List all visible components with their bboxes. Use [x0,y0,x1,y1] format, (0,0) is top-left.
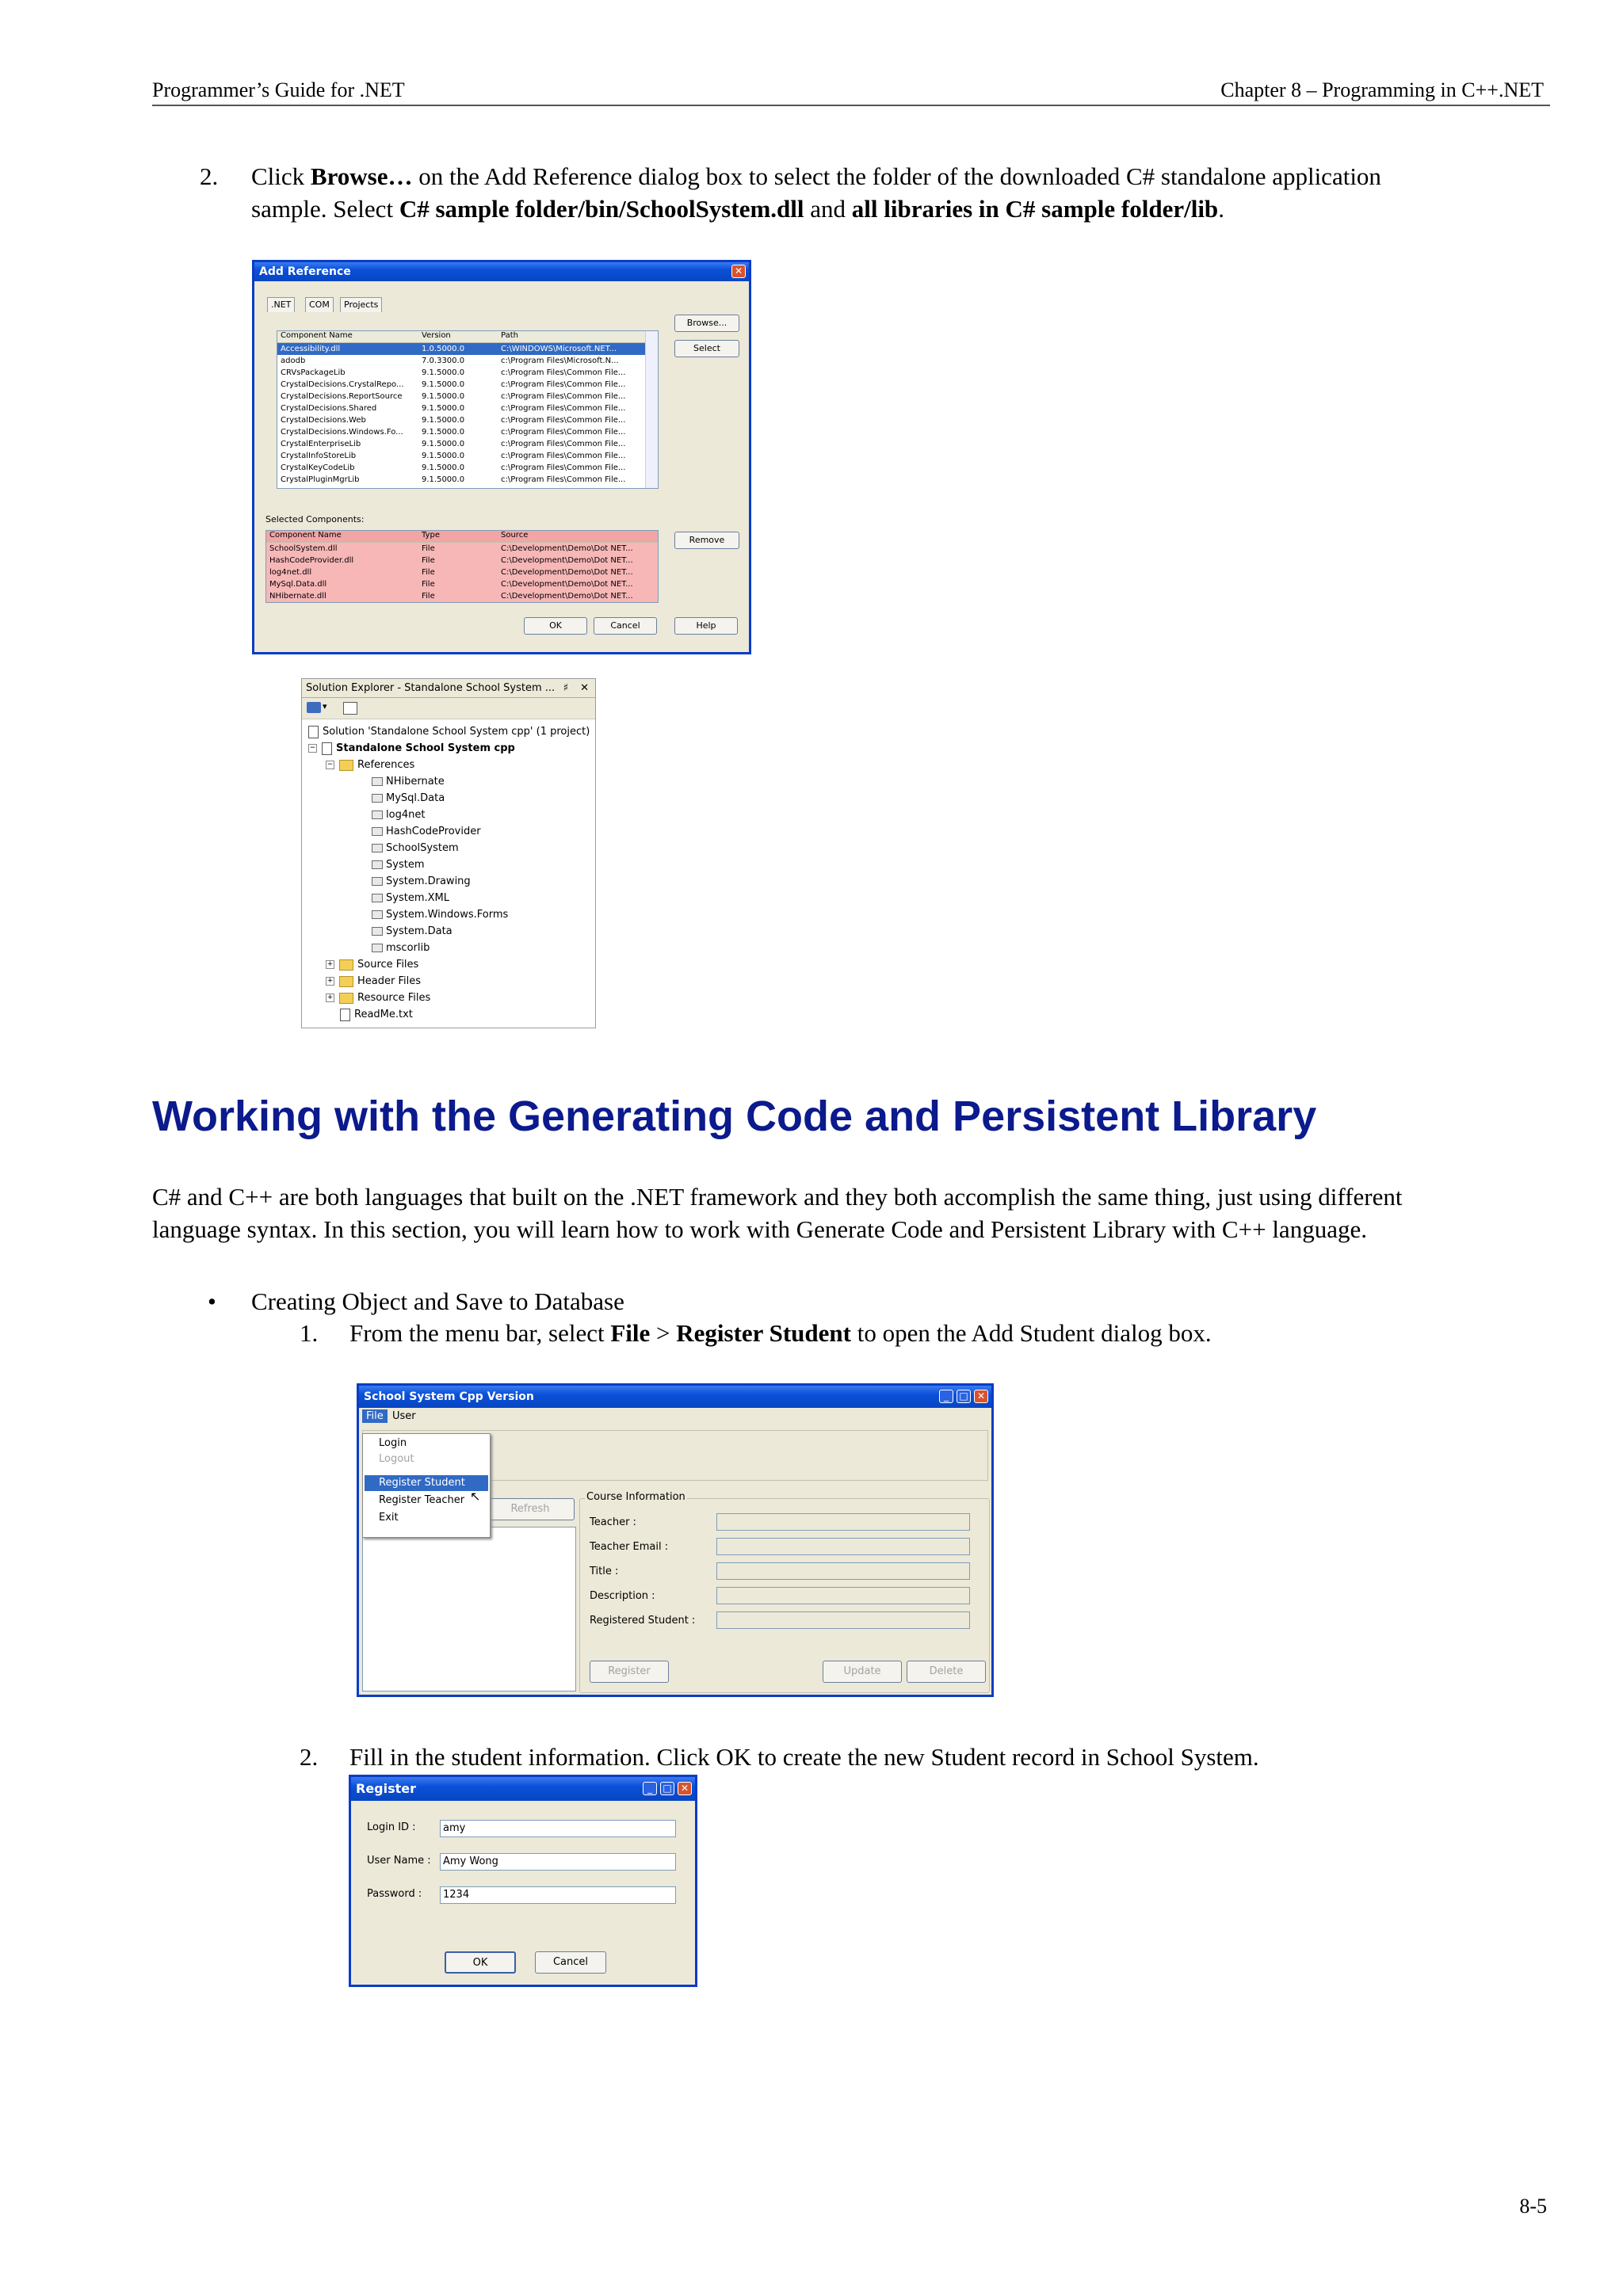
component-cell: 1.0.5000.0 [422,345,465,353]
component-cell: CrystalInfoStoreLib [281,452,357,460]
menu-item-register-student[interactable]: Register Student [365,1475,488,1491]
help-button[interactable]: Help [674,617,738,635]
tree-reference-item[interactable] [372,923,453,940]
section-heading: Working with the Generating Code and Persistent Library [152,1093,1317,1140]
tree-project-label: Standalone School System cpp [336,742,515,754]
tree-folder-label: Header Files [357,975,421,987]
solution-explorer [301,678,596,1028]
step1-text: From the menu bar, select File > Register Student to open the Add Student dialog box. [349,1319,1212,1347]
component-row[interactable] [277,379,658,391]
selected-component-cell: C:\Development\Demo\Dot NET... [501,544,633,553]
refresh-button[interactable]: Refresh [486,1498,575,1520]
school-system-window [357,1383,994,1697]
folder-icon [339,959,353,971]
step1-number: 1. [300,1319,319,1347]
selected-component-cell: C:\Development\Demo\Dot NET... [501,568,633,577]
course-information-label: Course Information [586,1491,685,1503]
show-all-files-icon[interactable] [343,702,357,715]
component-cell: c:\Program Files\Common File... [501,416,626,425]
register-field-label: Login ID : [367,1821,416,1833]
component-row[interactable] [277,343,658,355]
component-row[interactable] [277,450,658,462]
header-right: Chapter 8 – Programming in C++.NET [1220,78,1544,101]
expand-toggle-icon[interactable]: + [327,994,334,1001]
selected-component-cell: C:\Development\Demo\Dot NET... [501,556,633,565]
selected-component-cell: File [422,580,435,589]
tree-solution-label: Solution 'Standalone School System cpp' (1 project) [323,726,590,738]
component-cell: C:\WINDOWS\Microsoft.NET... [501,345,617,353]
menu-item-exit[interactable]: Exit [379,1512,399,1524]
menu-item-login[interactable]: Login [379,1437,407,1449]
tree-reference-item-label: System [386,859,425,871]
tree-reference-item[interactable] [372,790,445,807]
component-cell: 9.1.5000.0 [422,463,465,472]
course-field-label: Title : [590,1566,619,1577]
component-row[interactable] [277,462,658,474]
component-row[interactable] [277,367,658,379]
component-cell: 9.1.5000.0 [422,380,465,389]
select-button[interactable]: Select [674,340,739,357]
register-cancel-button[interactable]: Cancel [535,1951,606,1974]
add-reference-titlebar: Add Reference [254,262,749,281]
selected-component-cell: File [422,556,435,565]
component-row[interactable] [277,402,658,414]
pin-icon[interactable]: ♯ [563,682,568,694]
selected-component-row[interactable] [266,578,658,590]
component-cell: c:\Program Files\Common File... [501,404,626,413]
component-row[interactable] [277,474,658,486]
step-number: 2. [200,162,219,190]
expand-toggle-icon[interactable]: + [327,960,334,968]
selected-list-header [266,531,658,543]
close-icon[interactable]: ✕ [974,1390,988,1403]
register-field-label: Password : [367,1888,422,1900]
page-number: 8-5 [1519,2195,1547,2218]
component-list[interactable] [277,330,659,489]
course-field-input[interactable] [716,1538,970,1555]
component-cell: 9.1.5000.0 [422,475,465,484]
component-cell: CrystalPluginMgrLib [281,475,360,484]
reference-icon [372,844,383,852]
component-row[interactable] [277,414,658,426]
selected-component-row[interactable] [266,590,658,602]
component-cell: c:\Program Files\Common File... [501,392,626,401]
selected-components-list[interactable] [265,530,659,603]
step2-number: 2. [300,1743,319,1771]
component-cell: 9.1.5000.0 [422,404,465,413]
delete-button[interactable]: Delete [907,1661,986,1683]
tree-reference-item[interactable] [372,773,445,790]
tab-net[interactable]: .NET [267,297,295,312]
register-window [349,1775,697,1987]
course-field-input[interactable] [716,1513,970,1531]
tree-references[interactable] [326,757,414,773]
ok-button[interactable]: OK [524,617,587,635]
tree-reference-item[interactable] [372,873,471,890]
component-cell: CrystalEnterpriseLib [281,440,361,448]
step2-fill-text: Fill in the student information. Click OK to create the new Student record in School System. [349,1743,1259,1771]
expand-toggle-icon[interactable]: + [327,977,334,985]
tree-readme[interactable] [340,1006,413,1023]
tree-reference-item[interactable] [372,807,425,823]
add-reference-dialog [252,260,751,654]
component-cell: CRVsPackageLib [281,368,346,377]
register-field-input[interactable]: Amy Wong [440,1853,676,1871]
component-cell: 7.0.3300.0 [422,357,465,365]
component-cell: 9.1.5000.0 [422,428,465,437]
component-cell: 9.1.5000.0 [422,368,465,377]
component-cell: c:\Program Files\Common File... [501,463,626,472]
component-cell: CrystalDecisions.ReportSource [281,392,403,401]
selected-component-row[interactable] [266,566,658,578]
selected-component-cell: HashCodeProvider.dll [269,556,354,565]
menu-item-register-teacher[interactable]: Register Teacher [379,1494,465,1506]
solution-toolbar [302,698,595,719]
tree-reference-item-label: SchoolSystem [386,842,459,854]
selected-component-cell: File [422,544,435,553]
section-paragraph: C# and C++ are both languages that built on the .NET framework and they both accomplish the same thing, just using different language syntax. In this section, you will learn how to work with Generate Code and Persistent Library with C++ language. [152,1183,1403,1243]
selected-component-cell: SchoolSystem.dll [269,544,338,553]
selected-component-cell: File [422,568,435,577]
course-list[interactable] [362,1527,576,1691]
course-field-input[interactable] [716,1611,970,1629]
component-cell: c:\Program Files\Common File... [501,452,626,460]
component-cell: 9.1.5000.0 [422,392,465,401]
component-cell: adodb [281,357,306,365]
tree-reference-item[interactable] [372,890,449,906]
tree-reference-item[interactable] [372,906,508,923]
remove-button[interactable]: Remove [674,532,739,549]
file-menu-dropdown [362,1433,491,1538]
minimize-icon[interactable]: _ [643,1782,657,1795]
solution-explorer-titlebar [302,679,595,698]
dropdown-arrow-icon[interactable]: ▾ [323,701,327,711]
register-ok-button[interactable]: OK [445,1951,516,1974]
tree-folder-label: Resource Files [357,992,431,1004]
component-cell: CrystalDecisions.Shared [281,404,377,413]
reference-icon [372,777,383,786]
component-cell: CrystalDecisions.Windows.Fo... [281,428,403,437]
close-icon[interactable]: ✕ [580,682,589,694]
menu-bar [359,1408,991,1425]
reference-icon [372,944,383,952]
solution-icon [308,726,319,738]
folder-icon [339,993,353,1004]
col-sel-source[interactable]: Source [501,531,529,540]
properties-icon[interactable] [307,702,321,713]
register-titlebar: Register [351,1777,695,1801]
selected-component-cell: File [422,592,435,601]
tree-folder[interactable] [326,990,430,1006]
component-cell: c:\Program Files\Common File... [501,380,626,389]
register-field-label: User Name : [367,1855,431,1867]
selected-component-row[interactable] [266,555,658,566]
reference-icon [372,794,383,803]
tree-reference-item-label: MySql.Data [386,792,445,804]
update-button[interactable]: Update [823,1661,902,1683]
component-cell: c:\Program Files\Microsoft.N... [501,357,619,365]
maximize-icon[interactable]: □ [660,1782,674,1795]
component-cell: c:\Program Files\Common File... [501,440,626,448]
col-sel-component-name[interactable]: Component Name [269,531,342,540]
folder-icon [339,976,353,987]
col-sel-type[interactable]: Type [422,531,440,540]
expand-toggle-icon[interactable]: − [309,744,316,752]
menu-file[interactable]: File [362,1409,388,1423]
component-cell: c:\Program Files\Common File... [501,368,626,377]
reference-icon [372,827,383,836]
selected-component-cell: C:\Development\Demo\Dot NET... [501,580,633,589]
selected-component-row[interactable] [266,543,658,555]
component-row[interactable] [277,426,658,438]
component-list-header [277,331,658,343]
reference-icon [372,927,383,936]
selected-component-cell: C:\Development\Demo\Dot NET... [501,592,633,601]
component-cell: c:\Program Files\Common File... [501,475,626,484]
mouse-cursor-icon: ↖ [470,1489,481,1504]
cancel-button[interactable]: Cancel [594,617,657,635]
menu-item-logout[interactable]: Logout [379,1453,414,1465]
course-field-label: Registered Student : [590,1615,696,1627]
register-button[interactable]: Register [590,1661,669,1683]
maximize-icon[interactable]: □ [957,1390,971,1403]
tree-reference-item[interactable] [372,823,481,840]
col-path[interactable]: Path [501,331,518,340]
header-left: Programmer’s Guide for .NET [152,78,405,101]
solution-tree [302,723,595,1028]
browse-button[interactable]: Browse... [674,315,739,332]
tree-reference-item[interactable] [372,940,430,956]
course-field-label: Teacher Email : [590,1541,669,1553]
project-icon [322,742,332,755]
school-system-titlebar: School System Cpp Version [359,1386,991,1408]
register-field-input[interactable]: amy [440,1820,676,1837]
menu-user[interactable]: User [392,1410,416,1422]
header-rule [152,105,1550,106]
component-row[interactable] [277,391,658,402]
tree-folder[interactable] [326,973,421,990]
tab-com[interactable]: COM [305,297,334,312]
tab-projects[interactable]: Projects [340,297,382,312]
tree-project[interactable] [308,740,515,757]
col-component-name[interactable]: Component Name [281,331,353,340]
bullet-text: Creating Object and Save to Database [251,1287,624,1315]
component-cell: c:\Program Files\Common File... [501,428,626,437]
component-cell: 9.1.5000.0 [422,416,465,425]
minimize-icon[interactable]: _ [939,1390,953,1403]
reference-icon [372,910,383,919]
tree-folder[interactable] [326,956,418,973]
tree-reference-item[interactable] [372,840,459,856]
component-cell: CrystalDecisions.CrystalRepo... [281,380,404,389]
solution-explorer-title: Solution Explorer - Standalone School System ... [306,682,556,694]
reference-icon [372,894,383,902]
tree-reference-item[interactable] [372,856,424,873]
component-scrollbar[interactable] [645,331,658,489]
step2-text: Click Browse… on the Add Reference dialog box to select the folder of the downloaded C# standalone application sample. Select C# sample folder/bin/SchoolSystem.dll and all libraries in C# sample folder/lib. [251,162,1381,223]
component-row[interactable] [277,438,658,450]
tree-reference-item-label: System.XML [386,892,449,904]
tree-reference-item-label: System.Data [386,925,453,937]
component-cell: Accessibility.dll [281,345,341,353]
component-row[interactable] [277,355,658,367]
reference-icon [372,810,383,819]
component-cell: 9.1.5000.0 [422,452,465,460]
tree-readme-label: ReadMe.txt [354,1009,413,1020]
selected-component-cell: MySql.Data.dll [269,580,327,589]
selected-component-cell: log4net.dll [269,568,312,577]
component-cell: CrystalKeyCodeLib [281,463,355,472]
course-field-input[interactable] [716,1562,970,1580]
course-information-group [579,1491,990,1693]
selected-components-label: Selected Components: [265,514,365,524]
expand-toggle-icon[interactable]: − [327,761,334,769]
tree-reference-item-label: System.Windows.Forms [386,909,509,921]
tree-reference-item-label: System.Drawing [386,875,471,887]
tree-reference-item-label: HashCodeProvider [386,826,481,837]
course-field-label: Description : [590,1590,655,1602]
tree-reference-item-label: NHibernate [386,776,445,788]
references-folder-icon [339,760,353,771]
course-field-label: Teacher : [590,1516,636,1528]
course-field-input[interactable] [716,1587,970,1604]
tree-solution[interactable] [308,723,590,740]
reference-icon [372,860,383,869]
tree-references-label: References [357,759,415,771]
selected-component-cell: NHibernate.dll [269,592,327,601]
text-file-icon [340,1009,350,1021]
component-cell: CrystalDecisions.Web [281,416,366,425]
close-icon[interactable]: ✕ [731,265,746,278]
close-icon[interactable]: ✕ [678,1782,692,1795]
bullet-icon: • [208,1287,216,1315]
component-cell: 9.1.5000.0 [422,440,465,448]
register-field-input[interactable]: 1234 [440,1886,676,1904]
tree-reference-item-label: mscorlib [386,942,430,954]
tree-folder-label: Source Files [357,959,419,971]
tree-reference-item-label: log4net [386,809,426,821]
col-version[interactable]: Version [422,331,451,340]
reference-icon [372,877,383,886]
